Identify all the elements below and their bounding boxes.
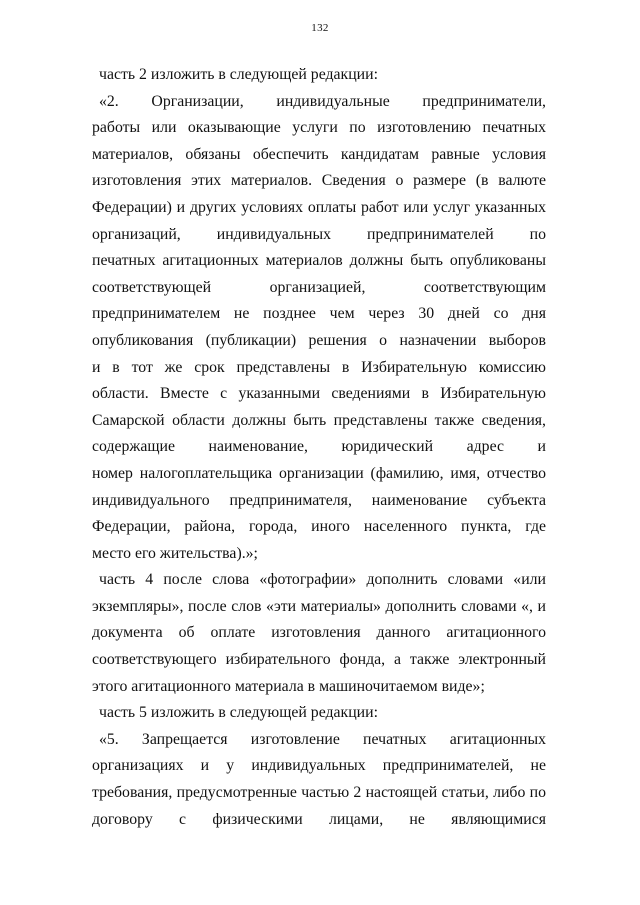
text-line: «5. Запрещается изготовление печатных агитационных [99,730,546,748]
text-line: «2. Организации, индивидуальные предприниматели, [99,92,546,110]
text-line: этого агитационного материала в машиночитаемом виде»; [92,677,485,695]
text-line: номер налогоплательщика организации (фамилию, имя, отчество [92,464,546,482]
text-line: требования, предусмотренные частью 2 настоящей статьи, либо по [92,784,546,802]
page-number: 132 [311,22,329,34]
text-line: часть 5 изложить в следующей редакции: [99,704,378,722]
text-line: содержащие наименование, юридический адрес и [92,438,546,456]
text-line: предпринимателем не позднее чем через 30 дней со дня [92,305,546,323]
text-line: материалов, обязаны обеспечить кандидатам равные условия [92,145,546,163]
text-line: изготовления этих материалов. Сведения о размере (в валюте [92,172,546,190]
text-line: и в тот же срок представлены в Избирательную комиссию [92,358,546,376]
text-line: организаций, индивидуальных предпринимателей по [92,225,546,243]
text-line: место его жительства).»; [92,544,258,562]
document-body [92,62,546,833]
text-line: соответствующего избирательного фонда, а также электронный [92,651,546,669]
text-line: часть 2 изложить в следующей редакции: [99,66,378,83]
text-line: печатных агитационных материалов должны быть опубликованы [92,252,546,270]
text-line: опубликования (публикации) решения о назначении выборов [92,331,546,349]
text-line: соответствующей организацией, соответствующим [92,278,546,296]
text-line: договору с физическими лицами, не являющимися [92,810,546,828]
text-line: Самарской области должны быть представлены также сведения, [92,411,546,429]
text-line: области. Вместе с указанными сведениями в Избирательную [92,385,546,403]
text-line: работы или оказывающие услуги по изготовлению печатных [92,119,546,137]
text-line: Федерации, района, города, иного населенного пункта, где [92,518,546,536]
text-line: индивидуального предпринимателя, наименование субъекта [92,491,546,509]
text-line: экземпляры», после слов «эти материалы» дополнить словами «, и [92,597,546,615]
text-line: организациях и у индивидуальных предпринимателей, не [92,757,546,775]
text-line: часть 4 после слова «фотографии» дополнить словами «или [99,571,546,589]
text-line: Федерации) и других условиях оплаты работ или услуг указанных [92,198,546,216]
text-line: документа об оплате изготовления данного агитационного [92,624,546,642]
